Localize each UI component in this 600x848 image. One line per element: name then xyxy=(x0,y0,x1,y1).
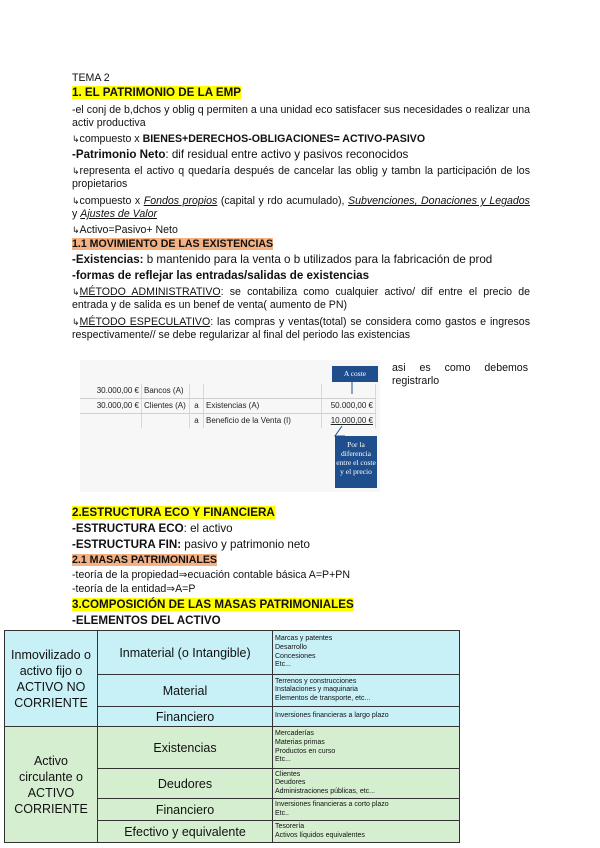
det-financiero-cp: Inversiones financieras a corto plazo Etc.. xyxy=(273,799,460,821)
tabla-masas-patrimoniales xyxy=(4,630,460,843)
existencias-def: -Existencias: b mantenido para la venta o b utilizados para la fabricación de prod xyxy=(72,253,493,266)
grupo-activo-corriente: Activo circulante o ACTIVO CORRIENTE xyxy=(5,727,98,843)
asiento-row-2: 30.000,00 € Clientes (A) a Existencias (A) 50.000,00 € xyxy=(80,399,380,413)
patrimonio-neto: -Patrimonio Neto: dif residual entre activo y pasivos reconocidos xyxy=(72,148,409,161)
asiento-row-3: a Beneficio de la Venta (I) 10.000,00 € xyxy=(80,414,380,428)
compuesto-fondos: ↳compuesto x Fondos propios (capital y rdo acumulado), Subvenciones, Donaciones y Legados y Ajustes de Valor xyxy=(72,195,530,220)
corner-arrow-icon: ↳ xyxy=(72,225,80,235)
box-diferencia: Por la diferencia entre el coste y el precio xyxy=(335,436,377,488)
sub-deudores: Deudores xyxy=(98,769,273,799)
sub-material: Material xyxy=(98,675,273,707)
elementos-activo: -ELEMENTOS DEL ACTIVO xyxy=(72,614,221,627)
corner-arrow-icon: ↳ xyxy=(72,287,80,297)
sub-financiero-cp: Financiero xyxy=(98,799,273,821)
teoria-entidad: -teoría de la entidad⇒A=P xyxy=(72,583,196,595)
corner-arrow-icon: ↳ xyxy=(72,134,80,144)
grupo-activo-no-corriente: Inmovilizado o activo fijo o ACTIVO NO CORRIENTE xyxy=(5,631,98,727)
ecuacion-activo: ↳Activo=Pasivo+ Neto xyxy=(72,224,178,236)
box-a-coste: A coste xyxy=(332,366,378,382)
heading-masas: 2.1 MASAS PATRIMONIALES xyxy=(72,554,217,566)
asiento-contable-image xyxy=(80,360,380,492)
estructura-eco: -ESTRUCTURA ECO: el activo xyxy=(72,522,233,535)
heading-movimiento-existencias: 1.1 MOVIMIENTO DE LAS EXISTENCIAS xyxy=(72,238,274,250)
sub-inmaterial: Inmaterial (o Intangible) xyxy=(98,631,273,675)
det-existencias: Mercaderías Materias primas Productos en curso Etc... xyxy=(273,727,460,769)
tema-label: TEMA 2 xyxy=(72,72,110,84)
compuesto-bienes: ↳compuesto x BIENES+DERECHOS-OBLIGACIONES= ACTIVO-PASIVO xyxy=(72,133,426,145)
heading-patrimonio: 1. EL PATRIMONIO DE LA EMP xyxy=(72,86,241,99)
corner-arrow-icon: ↳ xyxy=(72,317,80,327)
heading-estructura: 2.ESTRUCTURA ECO Y FINANCIERA xyxy=(72,506,275,519)
sub-existencias: Existencias xyxy=(98,727,273,769)
corner-arrow-icon: ↳ xyxy=(72,196,80,206)
heading-composicion: 3.COMPOSICIÓN DE LAS MASAS PATRIMONIALES xyxy=(72,598,354,611)
definicion-patrimonio: -el conj de b,dchos y oblig q permiten a una unidad eco satisfacer sus necesidades o realizar una activ productiva xyxy=(72,104,530,129)
teoria-propiedad: -teoría de la propiedad⇒ecuación contable básica A=P+PN xyxy=(72,569,351,581)
det-deudores: Clientes Deudores Administraciones públicas, etc... xyxy=(273,769,460,799)
formas-reflejar: -formas de reflejar las entradas/salidas de existencias xyxy=(72,269,370,282)
nota-registrarlo: asi es como debemos registrarlo xyxy=(392,362,528,387)
representa-activo: ↳representa el activo q quedaría después de cancelar las oblig y tambn la participación de los propietarios xyxy=(72,165,530,190)
det-inmaterial: Marcas y patentes Desarrollo Concesiones Etc... xyxy=(273,631,460,675)
sub-efectivo: Efectivo y equivalente xyxy=(98,821,273,843)
det-efectivo: Tesorería Activos líquidos equivalentes xyxy=(273,821,460,843)
metodo-especulativo: ↳MÉTODO ESPECULATIVO: las compras y ventas(total) se considera como gastos e ingresos respectivamente// se debe regularizar al final del periodo las existencias xyxy=(72,316,530,341)
metodo-administrativo: ↳MÉTODO ADMINISTRATIVO: se contabiliza como cualquier activo/ dif entre el precio de entrada y de salida es un benef de venta( aumento de PN) xyxy=(72,286,530,311)
asiento-row-1: 30.000,00 € Bancos (A) xyxy=(80,384,380,398)
estructura-fin: -ESTRUCTURA FIN: pasivo y patrimonio neto xyxy=(72,538,310,551)
sub-financiero-lp: Financiero xyxy=(98,707,273,727)
det-material: Terrenos y construcciones Instalaciones y maquinaria Elementos de transporte, etc... xyxy=(273,675,460,707)
corner-arrow-icon: ↳ xyxy=(72,166,80,176)
det-financiero-lp: Inversiones financieras a largo plazo xyxy=(273,707,460,727)
